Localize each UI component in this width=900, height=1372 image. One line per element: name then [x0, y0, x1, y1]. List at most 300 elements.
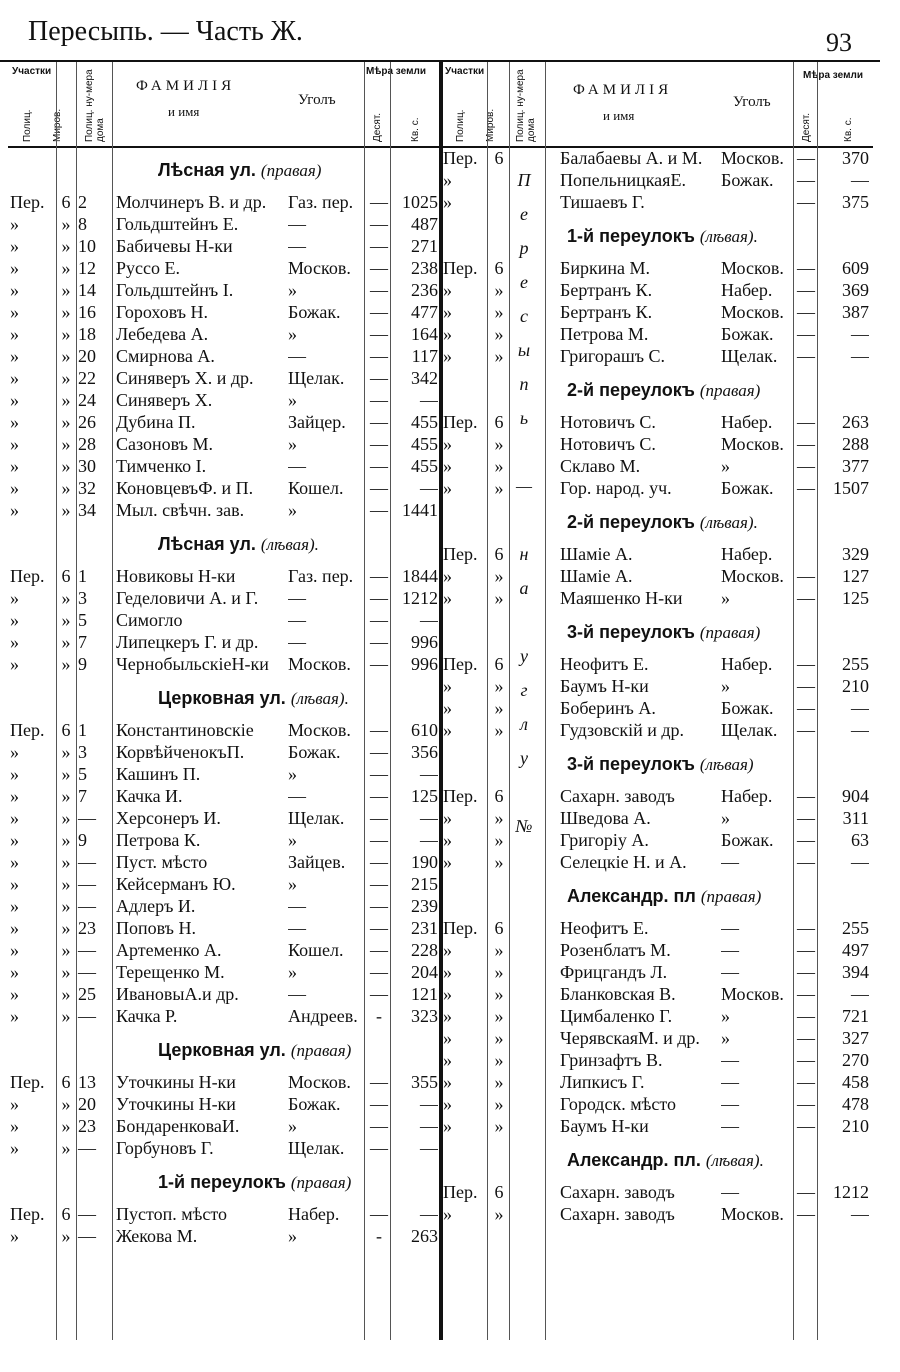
cell-n: 20 [78, 1094, 96, 1114]
cell-b: » [494, 434, 504, 454]
table-row [8, 830, 441, 852]
table-row [441, 566, 873, 588]
cell-f: Петрова М. [560, 324, 649, 344]
table-row [8, 214, 441, 236]
cell-u: — [721, 852, 739, 872]
cell-b: » [61, 918, 71, 938]
cell-u: Москов. [721, 148, 784, 168]
familiya-header: ФАМИЛІЯ [136, 78, 236, 94]
cell-a: » [10, 962, 19, 982]
cell-b: » [61, 588, 71, 608]
table-row [8, 1204, 441, 1226]
cell-k: — [420, 830, 438, 850]
cell-k: 121 [411, 984, 438, 1004]
cell-d: — [370, 632, 388, 652]
table-row [8, 236, 441, 258]
table-row [441, 1072, 873, 1094]
cell-d: — [797, 346, 815, 366]
cell-k: — [851, 1204, 869, 1224]
cell-d: — [370, 720, 388, 740]
cell-f: Бертранъ К. [560, 302, 653, 322]
cell-n: 5 [78, 610, 87, 630]
cell-k: 721 [842, 1006, 869, 1026]
cell-f: Константиновскіе [116, 720, 254, 740]
cell-f: Артеменко А. [116, 940, 222, 960]
cell-a: Пер. [443, 412, 478, 432]
cell-b: » [494, 280, 504, 300]
street-side: (правая) [699, 623, 761, 642]
cell-a: » [443, 280, 452, 300]
cell-a: » [10, 588, 19, 608]
cell-f: Балабаевы А. и М. [560, 148, 703, 168]
table-row [8, 720, 441, 742]
street-side: (правая) [700, 887, 762, 906]
cell-d: — [370, 852, 388, 872]
cell-k: — [851, 324, 869, 344]
left-table-body [8, 148, 441, 1340]
left-column [8, 62, 441, 1340]
cell-d: — [370, 918, 388, 938]
cell-u: Божак. [288, 302, 341, 322]
street-side: (лѣвая). [705, 1151, 764, 1170]
cell-u: — [288, 786, 306, 806]
table-row [441, 412, 873, 434]
street-heading [158, 160, 321, 184]
cell-f: Баумъ Н-ки [560, 1116, 649, 1136]
cell-k: 904 [842, 786, 869, 806]
table-row [8, 874, 441, 896]
cell-k: 1507 [833, 478, 869, 498]
cell-d: — [797, 478, 815, 498]
table-row [441, 544, 873, 566]
cell-d: — [797, 280, 815, 300]
cell-b: 6 [494, 412, 504, 432]
cell-d: — [797, 170, 815, 190]
cell-f: Сахарн. заводъ [560, 1204, 675, 1224]
cell-a: Пер. [443, 654, 478, 674]
cell-d: — [797, 302, 815, 322]
cell-d: — [797, 1116, 815, 1136]
cell-b: » [61, 610, 71, 630]
table-row [8, 412, 441, 434]
cell-f: Молчинеръ В. и др. [116, 192, 267, 212]
table-row [8, 764, 441, 786]
cell-u: Зайцер. [288, 412, 346, 432]
cell-n: — [78, 1226, 96, 1246]
cell-a: » [443, 478, 452, 498]
cell-u: Щелак. [721, 346, 778, 366]
cell-d: — [797, 1050, 815, 1070]
cell-n: 25 [78, 984, 96, 1004]
cell-n: 3 [78, 588, 87, 608]
cell-d: — [370, 830, 388, 850]
cell-a: » [10, 786, 19, 806]
street-heading [567, 512, 758, 536]
cell-d: — [797, 1072, 815, 1092]
cell-d: — [797, 412, 815, 432]
cell-u: — [288, 610, 306, 630]
table-row [8, 1094, 441, 1116]
cell-k: — [420, 478, 438, 498]
cell-k: — [420, 1138, 438, 1158]
desyat-header: Десят. [372, 113, 383, 142]
street-side: (правая) [699, 381, 761, 400]
table-row [8, 390, 441, 412]
cell-d: — [370, 500, 388, 520]
cell-a: Пер. [443, 148, 478, 168]
cell-f: Розенблатъ М. [560, 940, 671, 960]
cell-b: » [61, 830, 71, 850]
cell-a: » [10, 1138, 19, 1158]
cell-d: — [370, 1138, 388, 1158]
table-row [441, 302, 873, 324]
cell-u: Набер. [721, 544, 773, 564]
street-heading [158, 1040, 351, 1064]
cell-f: Шведова А. [560, 808, 651, 828]
table-row [8, 610, 441, 632]
mirov-header: Миров. [485, 108, 496, 142]
cell-f: Качка Р. [116, 1006, 178, 1026]
cell-a: » [443, 720, 452, 740]
cell-f: Баумъ Н-ки [560, 676, 649, 696]
cell-d: — [797, 1204, 815, 1224]
cell-b: 6 [494, 258, 504, 278]
cell-k: — [851, 720, 869, 740]
table-row [441, 148, 873, 170]
cell-d: — [797, 852, 815, 872]
cell-k: — [851, 170, 869, 190]
cell-f: Симогло [116, 610, 183, 630]
cell-a: » [10, 830, 19, 850]
street-name: 3-й переулокъ [567, 754, 695, 774]
table-row [8, 280, 441, 302]
cell-f: Кейсерманъ Ю. [116, 874, 236, 894]
table-row [8, 742, 441, 764]
cell-b: » [61, 1226, 71, 1246]
cell-d: — [797, 918, 815, 938]
cell-d: — [797, 984, 815, 1004]
cell-f: Гольдштейнъ I. [116, 280, 234, 300]
cell-b: » [494, 346, 504, 366]
cell-a: » [10, 984, 19, 1004]
cell-u: Божак. [288, 742, 341, 762]
cell-f: ПопельницкаяЕ. [560, 170, 686, 190]
cell-f: Терещенко М. [116, 962, 225, 982]
cell-b: » [61, 456, 71, 476]
cell-a: » [443, 170, 452, 190]
cell-n: 16 [78, 302, 96, 322]
cell-b: 6 [61, 192, 71, 212]
cell-b: » [61, 346, 71, 366]
table-row [441, 1028, 873, 1050]
cell-d: — [370, 962, 388, 982]
cell-d: — [370, 214, 388, 234]
cell-n: 2 [78, 192, 87, 212]
cell-n: 34 [78, 500, 96, 520]
cell-b: » [494, 830, 504, 850]
cell-a: » [443, 588, 452, 608]
cell-n: 30 [78, 456, 96, 476]
cell-n: — [78, 1204, 96, 1224]
cell-b: » [494, 940, 504, 960]
cell-u: Москов. [288, 1072, 351, 1092]
cell-k: 288 [842, 434, 869, 454]
cell-f: КоновцевъФ. и П. [116, 478, 254, 498]
cell-f: Поповъ Н. [116, 918, 196, 938]
cell-a: » [10, 1226, 19, 1246]
cell-d: - [376, 1006, 382, 1026]
table-row [441, 1050, 873, 1072]
cell-a: » [10, 852, 19, 872]
cell-u: Набер. [721, 786, 773, 806]
page-title: Пересыпь. — Часть Ж. [28, 16, 303, 47]
table-row [8, 1006, 441, 1028]
cell-f: Шаміе А. [560, 544, 633, 564]
cell-a: » [10, 478, 19, 498]
street-name: 1-й переулокъ [567, 226, 695, 246]
cell-d: — [797, 1028, 815, 1048]
cell-b: 6 [494, 544, 504, 564]
table-row [441, 1006, 873, 1028]
street-heading [567, 622, 760, 646]
cell-k: 311 [842, 808, 869, 828]
cell-a: » [443, 830, 452, 850]
cell-b: » [61, 302, 71, 322]
table-row [441, 280, 873, 302]
cell-d: — [370, 588, 388, 608]
cell-u: » [288, 830, 297, 850]
cell-f: Жекова М. [116, 1226, 198, 1246]
cell-n: 26 [78, 412, 96, 432]
cell-f: Геделовичи А. и Г. [116, 588, 259, 608]
cell-u: » [721, 676, 730, 696]
cell-a: » [10, 808, 19, 828]
cell-u: Москов. [721, 302, 784, 322]
cell-u: Божак. [288, 1094, 341, 1114]
cell-b: » [494, 566, 504, 586]
cell-f: ЧерявскаяМ. и др. [560, 1028, 700, 1048]
cell-n: 1 [78, 566, 87, 586]
cell-b: » [494, 456, 504, 476]
cell-f: Бертранъ К. [560, 280, 653, 300]
cell-b: » [61, 852, 71, 872]
street-name: 1-й переулокъ [158, 1172, 286, 1192]
cell-a: » [443, 302, 452, 322]
cell-k: 125 [411, 786, 438, 806]
cell-b: » [61, 940, 71, 960]
cell-u: — [288, 236, 306, 256]
cell-a: » [10, 1116, 19, 1136]
uchastki-header: Участки [445, 66, 485, 77]
cell-b: 6 [61, 1072, 71, 1092]
cell-k: 204 [411, 962, 438, 982]
cell-b: » [494, 676, 504, 696]
familiya-header: ФАМИЛІЯ [573, 82, 673, 98]
cell-k: — [420, 764, 438, 784]
cell-f: Адлеръ И. [116, 896, 196, 916]
ugol-header: Уголъ [298, 92, 336, 108]
cell-d: — [797, 830, 815, 850]
table-row [441, 852, 873, 874]
table-row [441, 984, 873, 1006]
cell-b: » [494, 588, 504, 608]
table-row [441, 962, 873, 984]
cell-k: 238 [411, 258, 438, 278]
cell-b: 6 [61, 566, 71, 586]
cell-f: Мыл. свѣчн. зав. [116, 500, 245, 520]
cell-d: — [370, 610, 388, 630]
cell-f: Фрицгандъ Л. [560, 962, 668, 982]
cell-d: — [797, 654, 815, 674]
cell-b: » [61, 500, 71, 520]
cell-d: — [370, 654, 388, 674]
cell-k: 356 [411, 742, 438, 762]
cell-b: » [61, 742, 71, 762]
cell-n: — [78, 1006, 96, 1026]
cell-u: Набер. [721, 654, 773, 674]
cell-u: — [721, 940, 739, 960]
cell-u: » [288, 324, 297, 344]
cell-k: 228 [411, 940, 438, 960]
cell-a: » [443, 1050, 452, 1070]
cell-d: — [797, 698, 815, 718]
cell-k: 231 [411, 918, 438, 938]
cell-f: Тишаевъ Г. [560, 192, 645, 212]
cell-k: 610 [411, 720, 438, 740]
cell-b: » [494, 962, 504, 982]
cell-f: Бланковская В. [560, 984, 676, 1004]
table-row [8, 1138, 441, 1160]
cell-f: Сахарн. заводъ [560, 1182, 675, 1202]
left-table-head [8, 62, 441, 148]
table-row [8, 984, 441, 1006]
cell-b: » [61, 874, 71, 894]
table-row [8, 192, 441, 214]
cell-u: Божак. [721, 478, 774, 498]
cell-k: 125 [842, 588, 869, 608]
cell-f: Григоріу А. [560, 830, 649, 850]
cell-u: — [288, 346, 306, 366]
table-row [441, 346, 873, 368]
street-name: 2-й переулокъ [567, 512, 695, 532]
cell-n: — [78, 940, 96, 960]
cell-f: Гольдштейнъ Е. [116, 214, 239, 234]
cell-k: 487 [411, 214, 438, 234]
cell-d: — [797, 258, 815, 278]
cell-k: 1441 [402, 500, 438, 520]
cell-a: » [10, 302, 19, 322]
table-row [8, 368, 441, 390]
cell-a: » [10, 1094, 19, 1114]
cell-u: » [288, 500, 297, 520]
cell-n: 3 [78, 742, 87, 762]
table-row [441, 720, 873, 742]
cell-n: 23 [78, 1116, 96, 1136]
cell-d: — [370, 280, 388, 300]
cell-d: — [797, 1006, 815, 1026]
street-side: (лѣвая). [290, 689, 349, 708]
cell-b: » [494, 1050, 504, 1070]
cell-u: — [288, 896, 306, 916]
street-side: (лѣвая). [699, 513, 758, 532]
cell-d: — [797, 434, 815, 454]
cell-a: » [10, 258, 19, 278]
cell-n: — [78, 1138, 96, 1158]
cell-f: Петрова К. [116, 830, 201, 850]
cell-k: 323 [411, 1006, 438, 1026]
cell-d: — [370, 566, 388, 586]
cell-a: Пер. [10, 566, 45, 586]
cell-b: » [61, 280, 71, 300]
cell-f: Синяверъ Х. [116, 390, 213, 410]
cell-d: — [370, 390, 388, 410]
cell-k: 455 [411, 456, 438, 476]
cell-k: — [851, 852, 869, 872]
cell-d: — [797, 676, 815, 696]
cell-k: — [420, 390, 438, 410]
cell-b: » [61, 236, 71, 256]
cell-a: » [443, 1094, 452, 1114]
cell-f: Гринзафтъ В. [560, 1050, 663, 1070]
mera-header: Мѣра земли [803, 70, 863, 81]
cell-b: » [61, 786, 71, 806]
cell-f: Биркина М. [560, 258, 650, 278]
cell-k: 164 [411, 324, 438, 344]
cell-d: — [797, 588, 815, 608]
cell-k: 255 [842, 654, 869, 674]
cell-u: — [721, 1072, 739, 1092]
table-row [8, 434, 441, 456]
street-heading [567, 754, 754, 778]
cell-f: Качка И. [116, 786, 183, 806]
cell-k: 996 [411, 632, 438, 652]
cell-d: — [370, 324, 388, 344]
cell-u: » [288, 764, 297, 784]
cell-a: Пер. [443, 258, 478, 278]
cell-n: 7 [78, 786, 87, 806]
table-row [441, 1182, 873, 1204]
cell-k: 270 [842, 1050, 869, 1070]
street-side: (лѣвая) [699, 755, 754, 774]
cell-b: » [494, 302, 504, 322]
cell-d: — [370, 808, 388, 828]
cell-b: 6 [494, 786, 504, 806]
cell-f: Гороховъ Н. [116, 302, 209, 322]
cell-b: 6 [61, 1204, 71, 1224]
cell-u: » [288, 434, 297, 454]
table-row [8, 808, 441, 830]
table-row [441, 170, 873, 192]
cell-u: Набер. [721, 280, 773, 300]
cell-f: Липецкеръ Г. и др. [116, 632, 259, 652]
page-header [0, 0, 900, 60]
cell-f: Сазоновъ М. [116, 434, 213, 454]
cell-u: Щелак. [288, 1138, 345, 1158]
cell-b: 6 [61, 720, 71, 740]
table-row [441, 808, 873, 830]
cell-u: Кошел. [288, 478, 344, 498]
cell-u: » [721, 808, 730, 828]
cell-d: — [370, 192, 388, 212]
cell-k: — [851, 984, 869, 1004]
cell-a: » [10, 456, 19, 476]
cell-k: 477 [411, 302, 438, 322]
cell-u: Москов. [721, 984, 784, 1004]
table-row [8, 786, 441, 808]
right-table-head [441, 62, 873, 148]
cell-n: — [78, 808, 96, 828]
table-row [441, 588, 873, 610]
